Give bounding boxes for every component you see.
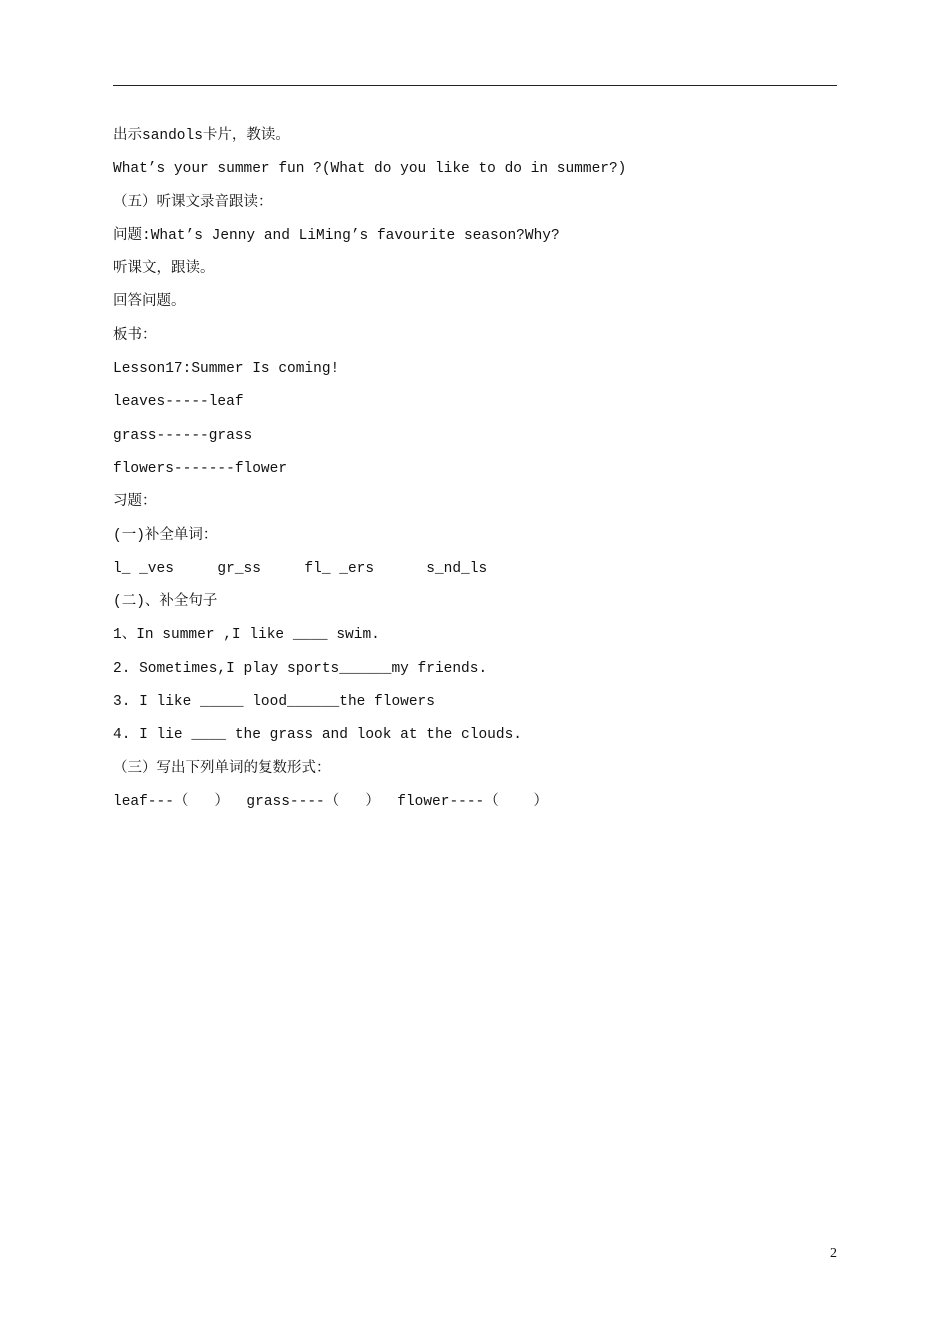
section-heading: 板书：: [113, 327, 157, 344]
text-line: 回答问题。: [113, 294, 186, 311]
document-body: [113, 124, 837, 823]
section-heading: （五）听课文录音跟读：: [113, 194, 273, 211]
text-line: 问题:What’s Jenny and LiMing’s favourite season?Why?: [113, 227, 560, 244]
page-number: 2: [830, 1246, 837, 1261]
exercise-line: 4. I lie ____ the grass and look at the clouds.: [113, 727, 522, 744]
exercise-line: 1、In summer ,I like ____ swim.: [113, 627, 380, 644]
exercise-line: 3. I like _____ lood______the flowers: [113, 694, 435, 711]
section-heading: 习题：: [113, 494, 157, 511]
text-line: leaves-----leaf: [113, 394, 244, 411]
text-line: 出示sandols卡片，教读。: [113, 128, 290, 144]
exercise-line: 2. Sometimes,I play sports______my friends.: [113, 660, 488, 677]
header-rule: [113, 85, 837, 86]
text-line: flowers-------flower: [113, 460, 288, 477]
exercise-heading: (一)补全单词：: [113, 527, 218, 544]
exercise-line: leaf---（ ） grass----（ ） flower----（ ）: [113, 793, 549, 810]
exercise-heading: (二)、补全句子: [113, 594, 218, 611]
text-line: Lesson17:Summer Is coming!: [113, 361, 340, 378]
text-line: 听课文，跟读。: [113, 261, 215, 278]
exercise-heading: （三）写出下列单词的复数形式：: [113, 760, 331, 777]
text-line: grass------grass: [113, 427, 253, 444]
exercise-line: l_ _ves gr_ss fl_ _ers s_nd_ls: [113, 560, 488, 577]
text-line: What’s your summer fun ?(What do you like to do in summer?): [113, 161, 627, 178]
